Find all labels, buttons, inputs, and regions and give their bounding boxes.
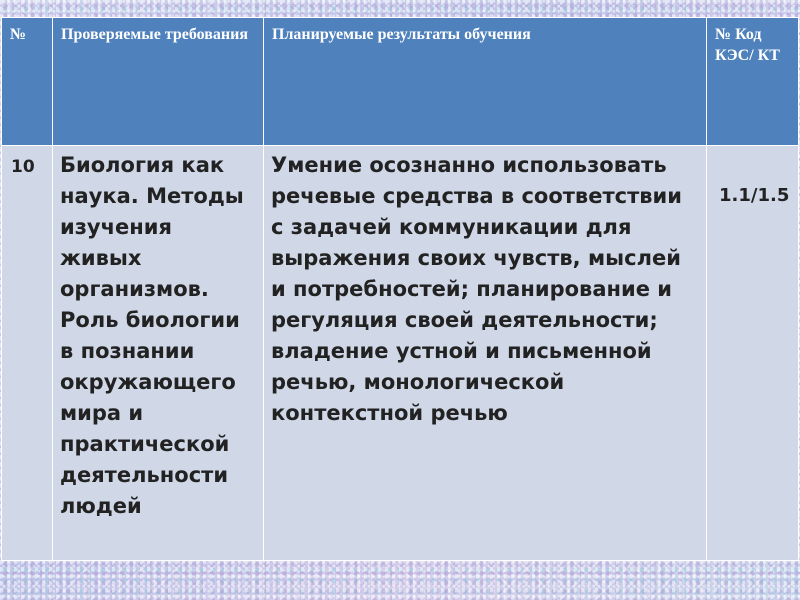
header-number (2, 18, 53, 146)
header-results (264, 18, 707, 146)
row-result: Умение осознанно использовать речевые средства в соответствии с задачей коммуникации для выражения своих чувств, мыслей и потребностей; планирование и регуляция своей деятельности; владение устной и письменной речью, монологической контекстной речью (271, 153, 682, 425)
header-results-label: Планируемые результаты обучения (272, 26, 531, 43)
header-number-label: № (10, 26, 27, 43)
header-code-label: № Код КЭС/ КТ (715, 26, 780, 64)
row-code: 1.1/1.5 (719, 185, 790, 206)
cell-requirement (53, 146, 264, 561)
cell-code (707, 146, 799, 561)
row-number: 10 (11, 157, 35, 177)
header-requirements (53, 18, 264, 146)
row-requirement: Биология как наука. Методы изучения живых организмов. Роль биологии в познании окружающего мира и практической деятельности людей (60, 153, 244, 518)
requirements-table (1, 17, 799, 561)
cell-result (264, 146, 707, 561)
header-requirements-label: Проверяемые требования (61, 26, 249, 43)
cell-number (2, 146, 53, 561)
header-code (707, 18, 799, 146)
table-row (2, 146, 799, 561)
table-header-row (2, 18, 799, 146)
